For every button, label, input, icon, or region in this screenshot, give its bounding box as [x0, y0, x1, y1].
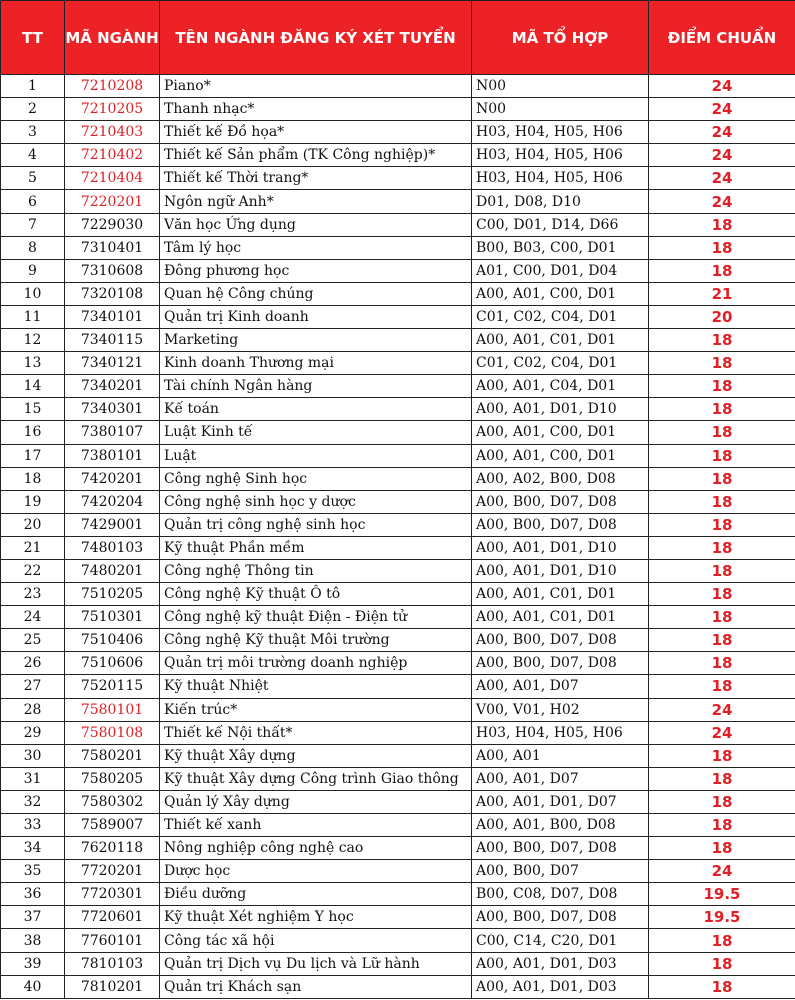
major-name: Kỹ thuật Xây dựng Công trình Giao thông	[160, 767, 472, 790]
row-number: 5	[1, 167, 65, 190]
row-number: 27	[1, 675, 65, 698]
row-number: 13	[1, 352, 65, 375]
major-code: 7580302	[65, 790, 160, 813]
row-number: 17	[1, 444, 65, 467]
major-name: Kỹ thuật Xét nghiệm Y học	[160, 906, 472, 929]
major-name: Quản trị Kinh doanh	[160, 305, 472, 328]
row-number: 32	[1, 790, 65, 813]
major-code: 7510205	[65, 583, 160, 606]
major-name: Công nghệ kỹ thuật Điện - Điện tử	[160, 606, 472, 629]
major-name: Quản trị Dịch vụ Du lịch và Lữ hành	[160, 952, 472, 975]
row-number: 39	[1, 952, 65, 975]
row-number: 3	[1, 121, 65, 144]
major-code: 7420204	[65, 490, 160, 513]
table-row	[1, 490, 795, 513]
header-benchmark-score: ĐIỂM CHUẨN	[649, 1, 795, 75]
major-name: Dược học	[160, 860, 472, 883]
major-name: Thiết kế Thời trang*	[160, 167, 472, 190]
major-name: Công nghệ Sinh học	[160, 467, 472, 490]
major-code: 7720601	[65, 906, 160, 929]
row-number: 4	[1, 144, 65, 167]
major-name: Quản trị công nghệ sinh học	[160, 513, 472, 536]
table-row	[1, 467, 795, 490]
table-row	[1, 282, 795, 305]
row-number: 40	[1, 975, 65, 998]
major-name: Điều dưỡng	[160, 883, 472, 906]
major-name: Công nghệ Thông tin	[160, 559, 472, 582]
table-row	[1, 952, 795, 975]
table-row	[1, 513, 795, 536]
major-code: 7310608	[65, 259, 160, 282]
benchmark-score: 18	[649, 398, 795, 421]
row-number: 29	[1, 721, 65, 744]
benchmark-score: 20	[649, 305, 795, 328]
benchmark-score: 18	[649, 559, 795, 582]
major-code: 7720201	[65, 860, 160, 883]
row-number: 8	[1, 236, 65, 259]
benchmark-score: 24	[649, 167, 795, 190]
benchmark-score: 18	[649, 513, 795, 536]
benchmark-score: 18	[649, 744, 795, 767]
combination-code: A00, A01	[472, 744, 649, 767]
combination-code: A00, A01, D01, D10	[472, 398, 649, 421]
major-name: Kiến trúc*	[160, 698, 472, 721]
row-number: 7	[1, 213, 65, 236]
row-number: 36	[1, 883, 65, 906]
row-number: 37	[1, 906, 65, 929]
major-code: 7210208	[65, 75, 160, 98]
row-number: 15	[1, 398, 65, 421]
benchmark-score: 24	[649, 860, 795, 883]
table-row	[1, 121, 795, 144]
major-name: Thiết kế Đồ họa*	[160, 121, 472, 144]
table-row	[1, 329, 795, 352]
benchmark-score: 24	[649, 75, 795, 98]
combination-code: C00, C14, C20, D01	[472, 929, 649, 952]
major-code: 7810103	[65, 952, 160, 975]
benchmark-score: 18	[649, 675, 795, 698]
table-row	[1, 259, 795, 282]
combination-code: A00, A01, D01, D03	[472, 952, 649, 975]
major-code: 7340115	[65, 329, 160, 352]
table-row	[1, 860, 795, 883]
header-combination-code: MÃ TỔ HỢP	[472, 1, 649, 75]
table-row	[1, 98, 795, 121]
major-code: 7580101	[65, 698, 160, 721]
major-name: Tài chính Ngân hàng	[160, 375, 472, 398]
benchmark-score: 18	[649, 213, 795, 236]
row-number: 16	[1, 421, 65, 444]
major-code: 7420201	[65, 467, 160, 490]
combination-code: N00	[472, 98, 649, 121]
combination-code: A00, A01, C00, D01	[472, 282, 649, 305]
row-number: 12	[1, 329, 65, 352]
major-code: 7589007	[65, 814, 160, 837]
combination-code: A00, A02, B00, D08	[472, 467, 649, 490]
benchmark-score: 18	[649, 975, 795, 998]
row-number: 1	[1, 75, 65, 98]
combination-code: A00, A01, C01, D01	[472, 329, 649, 352]
benchmark-score: 19.5	[649, 906, 795, 929]
combination-code: A00, A01, C01, D01	[472, 583, 649, 606]
major-code: 7720301	[65, 883, 160, 906]
combination-code: A00, A01, C00, D01	[472, 421, 649, 444]
combination-code: A00, A01, D01, D03	[472, 975, 649, 998]
major-name: Thanh nhạc*	[160, 98, 472, 121]
major-code: 7480103	[65, 536, 160, 559]
benchmark-score: 18	[649, 236, 795, 259]
table-row	[1, 236, 795, 259]
major-name: Công nghệ Kỹ thuật Ô tô	[160, 583, 472, 606]
major-name: Kinh doanh Thương mại	[160, 352, 472, 375]
row-number: 22	[1, 559, 65, 582]
row-number: 30	[1, 744, 65, 767]
major-name: Kỹ thuật Xây dựng	[160, 744, 472, 767]
table-row	[1, 144, 795, 167]
combination-code: A00, B00, D07, D08	[472, 513, 649, 536]
benchmark-score: 18	[649, 790, 795, 813]
major-name: Marketing	[160, 329, 472, 352]
table-row	[1, 883, 795, 906]
table-row	[1, 559, 795, 582]
benchmark-score: 18	[649, 767, 795, 790]
table-row	[1, 675, 795, 698]
row-number: 26	[1, 652, 65, 675]
row-number: 20	[1, 513, 65, 536]
row-number: 18	[1, 467, 65, 490]
table-row	[1, 190, 795, 213]
benchmark-score: 24	[649, 190, 795, 213]
major-code: 7510606	[65, 652, 160, 675]
major-name: Quản trị môi trường doanh nghiệp	[160, 652, 472, 675]
major-code: 7340121	[65, 352, 160, 375]
major-code: 7380107	[65, 421, 160, 444]
major-code: 7760101	[65, 929, 160, 952]
benchmark-score: 18	[649, 814, 795, 837]
table-row	[1, 929, 795, 952]
major-name: Văn học Ứng dụng	[160, 213, 472, 236]
combination-code: H03, H04, H05, H06	[472, 167, 649, 190]
table-row	[1, 167, 795, 190]
benchmark-score: 18	[649, 652, 795, 675]
major-code: 7220201	[65, 190, 160, 213]
major-code: 7429001	[65, 513, 160, 536]
table-row	[1, 975, 795, 998]
combination-code: A00, A01, C01, D01	[472, 606, 649, 629]
major-code: 7210403	[65, 121, 160, 144]
table-row	[1, 352, 795, 375]
table-row	[1, 767, 795, 790]
major-name: Nông nghiệp công nghệ cao	[160, 837, 472, 860]
combination-code: A00, B00, D07, D08	[472, 490, 649, 513]
combination-code: A00, A01, C04, D01	[472, 375, 649, 398]
benchmark-score: 18	[649, 444, 795, 467]
benchmark-score: 24	[649, 144, 795, 167]
combination-code: A00, A01, D01, D07	[472, 790, 649, 813]
benchmark-score: 18	[649, 629, 795, 652]
major-name: Tâm lý học	[160, 236, 472, 259]
major-code: 7210402	[65, 144, 160, 167]
major-code: 7580108	[65, 721, 160, 744]
major-name: Thiết kế xanh	[160, 814, 472, 837]
row-number: 31	[1, 767, 65, 790]
benchmark-score: 24	[649, 698, 795, 721]
combination-code: A00, B00, D07, D08	[472, 629, 649, 652]
combination-code: H03, H04, H05, H06	[472, 121, 649, 144]
combination-code: C01, C02, C04, D01	[472, 305, 649, 328]
combination-code: V00, V01, H02	[472, 698, 649, 721]
table-row	[1, 421, 795, 444]
major-name: Luật	[160, 444, 472, 467]
combination-code: A01, C00, D01, D04	[472, 259, 649, 282]
major-name: Công tác xã hội	[160, 929, 472, 952]
major-name: Công nghệ sinh học y dược	[160, 490, 472, 513]
row-number: 23	[1, 583, 65, 606]
combination-code: B00, C08, D07, D08	[472, 883, 649, 906]
combination-code: A00, B00, D07, D08	[472, 837, 649, 860]
major-name: Kế toán	[160, 398, 472, 421]
row-number: 21	[1, 536, 65, 559]
benchmark-score: 24	[649, 721, 795, 744]
major-name: Công nghệ Kỹ thuật Môi trường	[160, 629, 472, 652]
major-code: 7340201	[65, 375, 160, 398]
benchmark-score: 18	[649, 606, 795, 629]
major-code: 7510301	[65, 606, 160, 629]
table-row	[1, 444, 795, 467]
benchmark-score: 18	[649, 421, 795, 444]
header-major-name: TÊN NGÀNH ĐĂNG KÝ XÉT TUYỂN	[160, 1, 472, 75]
combination-code: B00, B03, C00, D01	[472, 236, 649, 259]
major-name: Quan hệ Công chúng	[160, 282, 472, 305]
row-number: 28	[1, 698, 65, 721]
table-row	[1, 629, 795, 652]
table-row	[1, 75, 795, 98]
combination-code: D01, D08, D10	[472, 190, 649, 213]
row-number: 33	[1, 814, 65, 837]
header-major-code: MÃ NGÀNH	[65, 1, 160, 75]
row-number: 10	[1, 282, 65, 305]
table-row	[1, 398, 795, 421]
row-number: 11	[1, 305, 65, 328]
benchmark-score: 18	[649, 583, 795, 606]
combination-code: H03, H04, H05, H06	[472, 721, 649, 744]
table-row	[1, 790, 795, 813]
major-name: Thiết kế Nội thất*	[160, 721, 472, 744]
major-code: 7210205	[65, 98, 160, 121]
row-number: 25	[1, 629, 65, 652]
benchmark-score: 18	[649, 490, 795, 513]
benchmark-score: 18	[649, 352, 795, 375]
major-name: Ngôn ngữ Anh*	[160, 190, 472, 213]
table-row	[1, 906, 795, 929]
table-row	[1, 583, 795, 606]
benchmark-score: 18	[649, 467, 795, 490]
major-code: 7310401	[65, 236, 160, 259]
header-tt: TT	[1, 1, 65, 75]
benchmark-score: 18	[649, 837, 795, 860]
combination-code: N00	[472, 75, 649, 98]
table-row	[1, 814, 795, 837]
combination-code: A00, A01, C00, D01	[472, 444, 649, 467]
major-name: Đông phương học	[160, 259, 472, 282]
table-row	[1, 721, 795, 744]
row-number: 38	[1, 929, 65, 952]
major-name: Quản trị Khách sạn	[160, 975, 472, 998]
benchmark-score: 18	[649, 952, 795, 975]
table-row	[1, 213, 795, 236]
major-code: 7380101	[65, 444, 160, 467]
row-number: 34	[1, 837, 65, 860]
major-code: 7510406	[65, 629, 160, 652]
benchmark-score: 18	[649, 259, 795, 282]
combination-code: A00, A01, D01, D10	[472, 536, 649, 559]
major-code: 7580205	[65, 767, 160, 790]
major-code: 7340301	[65, 398, 160, 421]
row-number: 35	[1, 860, 65, 883]
table-row	[1, 837, 795, 860]
major-name: Thiết kế Sản phẩm (TK Công nghiệp)*	[160, 144, 472, 167]
row-number: 6	[1, 190, 65, 213]
row-number: 19	[1, 490, 65, 513]
major-name: Kỹ thuật Nhiệt	[160, 675, 472, 698]
combination-code: A00, A01, D07	[472, 767, 649, 790]
combination-code: A00, A01, D01, D10	[472, 559, 649, 582]
combination-code: H03, H04, H05, H06	[472, 144, 649, 167]
major-code: 7520115	[65, 675, 160, 698]
major-code: 7580201	[65, 744, 160, 767]
benchmark-score: 19.5	[649, 883, 795, 906]
major-code: 7210404	[65, 167, 160, 190]
major-name: Luật Kinh tế	[160, 421, 472, 444]
major-code: 7229030	[65, 213, 160, 236]
combination-code: C00, D01, D14, D66	[472, 213, 649, 236]
table-row	[1, 698, 795, 721]
combination-code: A00, B00, D07, D08	[472, 652, 649, 675]
combination-code: A00, A01, D07	[472, 675, 649, 698]
combination-code: A00, B00, D07	[472, 860, 649, 883]
table-row	[1, 536, 795, 559]
table-row	[1, 652, 795, 675]
major-name: Piano*	[160, 75, 472, 98]
major-code: 7480201	[65, 559, 160, 582]
major-code: 7340101	[65, 305, 160, 328]
major-code: 7620118	[65, 837, 160, 860]
major-name: Quản lý Xây dựng	[160, 790, 472, 813]
major-code: 7810201	[65, 975, 160, 998]
row-number: 2	[1, 98, 65, 121]
table-row	[1, 375, 795, 398]
major-code: 7320108	[65, 282, 160, 305]
table-header-row	[1, 1, 795, 75]
major-name: Kỹ thuật Phần mềm	[160, 536, 472, 559]
table-row	[1, 305, 795, 328]
row-number: 14	[1, 375, 65, 398]
benchmark-score: 24	[649, 98, 795, 121]
benchmark-score: 18	[649, 536, 795, 559]
row-number: 9	[1, 259, 65, 282]
benchmark-score: 21	[649, 282, 795, 305]
benchmark-score: 24	[649, 121, 795, 144]
table-row	[1, 744, 795, 767]
combination-code: A00, B00, D07, D08	[472, 906, 649, 929]
benchmark-score: 18	[649, 329, 795, 352]
benchmark-score: 18	[649, 929, 795, 952]
combination-code: A00, A01, B00, D08	[472, 814, 649, 837]
row-number: 24	[1, 606, 65, 629]
benchmark-score: 18	[649, 375, 795, 398]
combination-code: C01, C02, C04, D01	[472, 352, 649, 375]
table-row	[1, 606, 795, 629]
